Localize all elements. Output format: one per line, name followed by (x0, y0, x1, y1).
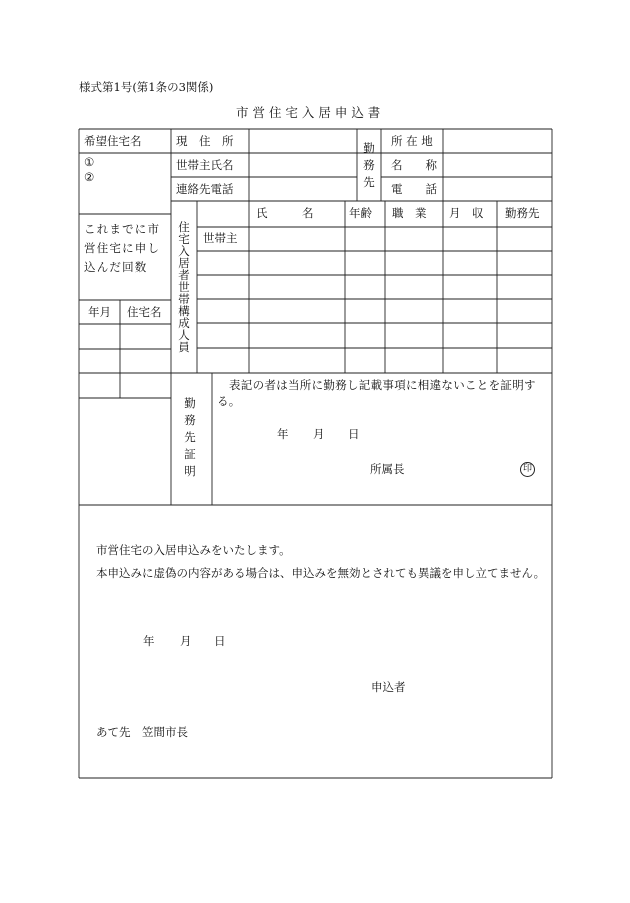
workplace-phone-field[interactable] (443, 177, 552, 201)
workplace-name-label: 名 称 (391, 158, 437, 172)
workplace-name-field[interactable] (443, 153, 552, 177)
workplace-location-label: 所 在 地 (391, 134, 433, 148)
application-date-month: 月 (180, 634, 192, 648)
declaration-line-1: 市営住宅の入居申込みをいたします。 (96, 543, 291, 557)
application-date-year: 年 (143, 634, 155, 648)
workplace-certification-label: 勤 務 先 証 明 (184, 396, 196, 478)
choice-1-marker: ① (84, 155, 95, 169)
form-title: 市 営 住 宅 入 居 申 込 書 (236, 105, 381, 120)
seal-icon: 印 (520, 462, 535, 477)
choice-2-marker: ② (84, 170, 95, 184)
certification-statement: 表記の者は当所に勤務し記載事項に相違ないことを証明する。 (217, 378, 536, 408)
applicant-label: 申込者 (371, 680, 406, 694)
history-housing-name-header: 住宅名 (127, 305, 162, 319)
household-head-row-label: 世帯主 (203, 231, 238, 245)
household-members-label: 住 宅 入 居 者 世 帯 構 成 人 員 (178, 220, 190, 354)
history-year-month-header: 年月 (88, 305, 111, 319)
contact-phone-label: 連絡先電話 (176, 182, 234, 196)
column-header-workplace: 勤務先 (505, 206, 540, 220)
addressee: あて先 笠間市長 (96, 725, 188, 739)
column-header-age: 年齢 (349, 206, 372, 220)
form-number: 様式第1号(第1条の3関係) (79, 80, 214, 94)
head-name-label: 世帯主氏名 (176, 158, 234, 172)
cert-date-month: 月 (313, 427, 325, 441)
workplace-phone-label: 電 話 (391, 182, 437, 196)
application-date-day: 日 (214, 634, 226, 648)
application-count-question: これまでに市営住宅に申し込んだ回数 (84, 222, 161, 274)
column-header-monthly-income: 月 収 (449, 206, 484, 220)
contact-phone-field[interactable] (249, 177, 357, 201)
column-header-name: 氏 名 (256, 206, 314, 220)
address-label: 現 住 所 (176, 134, 234, 148)
cert-date-day: 日 (348, 427, 360, 441)
desired-housing-label: 希望住宅名 (84, 134, 142, 148)
workplace-label: 勤 務 先 (363, 141, 375, 189)
column-header-occupation: 職 業 (392, 206, 427, 220)
cert-date-year: 年 (277, 427, 289, 441)
workplace-location-field[interactable] (443, 129, 552, 153)
address-field[interactable] (249, 129, 357, 153)
head-name-field[interactable] (249, 153, 357, 177)
declaration-line-2: 本申込みに虚偽の内容がある場合は、申込みを無効とされても異議を申し立てません。 (96, 566, 546, 580)
office-head-label: 所属長 (370, 462, 405, 476)
